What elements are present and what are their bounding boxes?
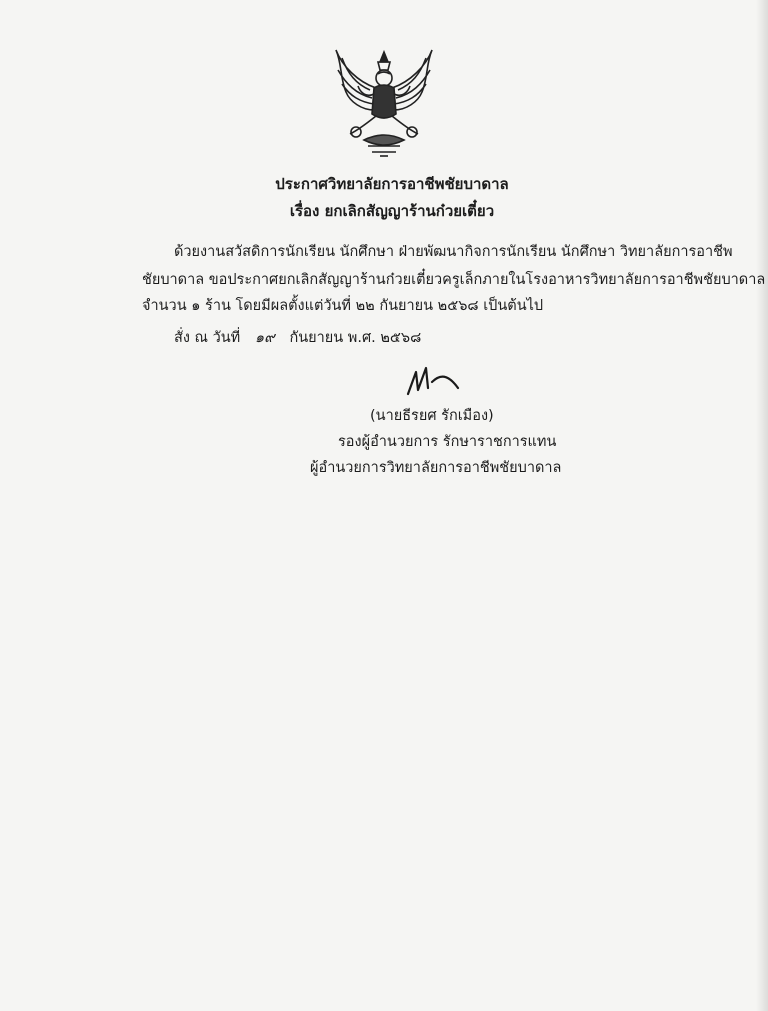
order-date-line [174,326,421,349]
signatory-name: (นายธีรยศ รักเมือง) [370,408,494,424]
signatory-organization: ผู้อำนวยการวิทยาลัยการอาชีพชัยบาดาล [310,460,562,476]
body-line: ด้วยงานสวัสดิการนักเรียน นักศึกษา ฝ่ายพัฒนากิจการนักเรียน นักศึกษา วิทยาลัยการอาชีพ [174,244,733,260]
body-line: จำนวน ๑ ร้าน โดยมีผลตั้งแต่วันที่ ๒๒ กันยายน ๒๕๖๘ เป็นต้นไป [142,298,544,314]
order-date-month-year: กันยายน พ.ศ. ๒๕๖๘ [289,330,422,346]
signatory-position: รองผู้อำนวยการ รักษาราชการแทน [338,434,557,450]
body-line: ชัยบาดาล ขอประกาศยกเลิกสัญญาร้านก๋วยเตี๋ยวครูเล็กภายในโรงอาหารวิทยาลัยการอาชีพชัยบาดาล [142,272,766,288]
order-date-prefix: สั่ง ณ วันที่ [174,330,241,346]
document-title: ประกาศวิทยาลัยการอาชีพชัยบาดาล [275,175,509,193]
order-date-day: ๑๙ [254,330,275,346]
page-shadow-edge [756,0,768,1011]
garuda-emblem-icon [328,44,440,160]
document-subject: เรื่อง ยกเลิกสัญญาร้านก๋วยเตี๋ยว [289,202,495,220]
signature-mark [402,362,466,398]
